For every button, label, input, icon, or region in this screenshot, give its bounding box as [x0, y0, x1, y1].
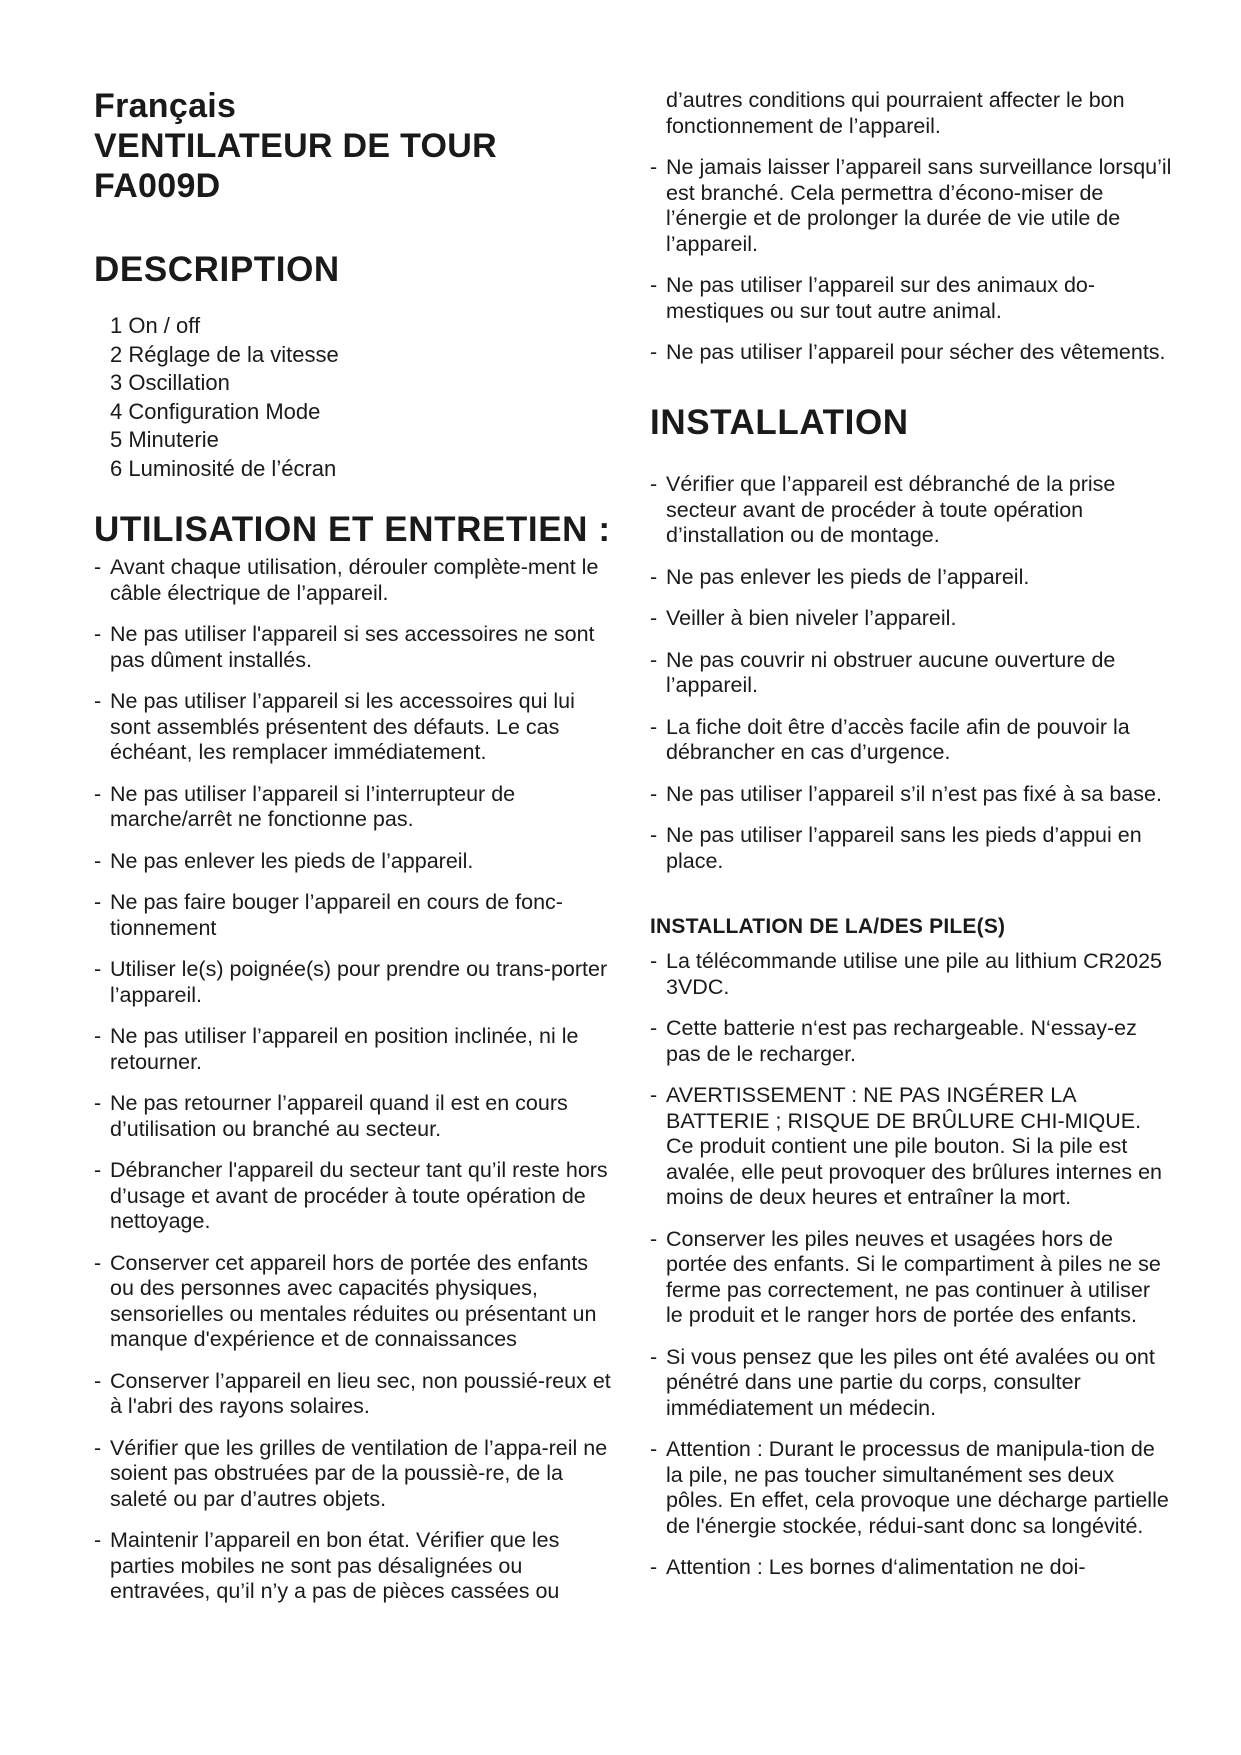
usage-item: - Débrancher l'appareil du secteur tant qu’il reste hors d’usage et avant de procéder à toute opération de nettoyage. [94, 1158, 616, 1235]
description-item: 4 Configuration Mode [110, 398, 321, 424]
document-title [94, 86, 497, 206]
battery-item: - Cette batterie n‘est pas rechargeable. N‘essay-ez pas de le recharger. [650, 1016, 1172, 1067]
usage-item: - Vérifier que les grilles de ventilation de l’appa-reil ne soient pas obstruées par de la poussiè-re, de la saleté ou par d’autres objets. [94, 1436, 616, 1513]
usage-item: - Ne pas enlever les pieds de l’appareil. [94, 849, 616, 875]
installation-heading: INSTALLATION [650, 403, 909, 442]
battery-item: - AVERTISSEMENT : NE PAS INGÉRER LA BATTERIE ; RISQUE DE BRÛLURE CHI-MIQUE. Ce produit contient une pile bouton. Si la pile est avalée, elle peut provoquer des brûlures internes en moins de deux heures et entraîner la mort. [650, 1083, 1172, 1211]
usage-item: - Ne pas retourner l’appareil quand il est en cours d’utilisation ou branché au secteur. [94, 1091, 616, 1142]
model-number: FA009D [94, 167, 221, 205]
description-list [110, 312, 339, 483]
description-item: 3 Oscillation [110, 370, 230, 395]
language-label: Français [94, 87, 237, 125]
installation-list [650, 472, 1172, 890]
installation-item: - Vérifier que l’appareil est débranché de la prise secteur avant de procéder à toute opération d’installation ou de montage. [650, 472, 1172, 549]
usage-item: - Avant chaque utilisation, dérouler complète-ment le câble électrique de l’appareil. [94, 555, 616, 606]
usage-list [94, 555, 616, 1621]
usage-item: - Ne pas utiliser l’appareil si l’interrupteur de marche/arrêt ne fonctionne pas. [94, 782, 616, 833]
product-name: VENTILATEUR DE TOUR [94, 127, 498, 165]
description-item: 6 Luminosité de l’écran [110, 455, 337, 481]
usage-item: - Ne jamais laisser l’appareil sans surveillance lorsqu’il est branché. Cela permettra d’écono-miser de l’énergie et de prolonger la durée de vie utile de l’appareil. [650, 155, 1172, 257]
battery-item: - Si vous pensez que les piles ont été avalées ou ont pénétré dans une partie du corps, consulter immédiatement un médecin. [650, 1345, 1172, 1422]
usage-heading: UTILISATION ET ENTRETIEN : [94, 510, 611, 549]
description-heading: DESCRIPTION [94, 250, 340, 289]
battery-item: - La télécommande utilise une pile au lithium CR2025 3VDC. [650, 949, 1172, 1000]
usage-item: - Ne pas utiliser l'appareil si ses accessoires ne sont pas dûment installés. [94, 622, 616, 673]
usage-item: - Ne pas utiliser l’appareil en position inclinée, ni le retourner. [94, 1024, 616, 1075]
battery-item: - Attention : Les bornes d‘alimentation ne doi- [650, 1555, 1172, 1581]
usage-item: - Ne pas utiliser l’appareil pour sécher des vêtements. [650, 340, 1172, 366]
description-item: 1 On / off [110, 313, 201, 338]
usage-list-continued [650, 155, 1172, 382]
battery-heading: INSTALLATION DE LA/DES PILE(S) [650, 915, 1006, 938]
battery-item: - Attention : Durant le processus de manipula-tion de la pile, ne pas toucher simultanément ses deux pôles. En effet, cela provoque une décharge partielle de l'énergie stockée, rédui-sant donc sa longévité. [650, 1437, 1172, 1539]
usage-item: - Ne pas faire bouger l’appareil en cours de fonc-tionnement [94, 890, 616, 941]
installation-item: - Veiller à bien niveler l’appareil. [650, 606, 1172, 632]
usage-item: - Ne pas utiliser l’appareil si les accessoires qui lui sont assemblés présentent des défauts. Le cas échéant, les remplacer immédiatement. [94, 689, 616, 766]
usage-item: - Conserver cet appareil hors de portée des enfants ou des personnes avec capacités physiques, sensorielles ou mentales réduites ou présentant un manque d'expérience et de connaissances [94, 1251, 616, 1353]
usage-item: - Maintenir l’appareil en bon état. Vérifier que les parties mobiles ne sont pas désalignées ou entravées, qu’il n’y a pas de pièces cassées ou [94, 1528, 616, 1605]
installation-item: - Ne pas utiliser l’appareil sans les pieds d’appui en place. [650, 823, 1172, 874]
usage-item: - Ne pas utiliser l’appareil sur des animaux do-mestiques ou sur tout autre animal. [650, 273, 1172, 324]
installation-item: - Ne pas utiliser l’appareil s’il n’est pas fixé à sa base. [650, 782, 1172, 808]
installation-item: - La fiche doit être d’accès facile afin de pouvoir la débrancher en cas d’urgence. [650, 715, 1172, 766]
description-item: 2 Réglage de la vitesse [110, 341, 339, 367]
installation-item: - Ne pas couvrir ni obstruer aucune ouverture de l’appareil. [650, 648, 1172, 699]
usage-continuation: d’autres conditions qui pourraient affecter le bon fonctionnement de l’appareil. [666, 88, 1125, 138]
battery-list [650, 949, 1172, 1597]
installation-item: - Ne pas enlever les pieds de l’appareil. [650, 565, 1172, 591]
usage-item: - Utiliser le(s) poignée(s) pour prendre ou trans-porter l’appareil. [94, 957, 616, 1008]
battery-item: - Conserver les piles neuves et usagées hors de portée des enfants. Si le compartiment à piles ne se ferme pas correctement, ne pas continuer à utiliser le produit et le ranger hors de portée des enfants. [650, 1227, 1172, 1329]
description-item: 5 Minuterie [110, 427, 219, 452]
usage-item: - Conserver l’appareil en lieu sec, non poussié-reux et à l'abri des rayons solaires. [94, 1369, 616, 1420]
